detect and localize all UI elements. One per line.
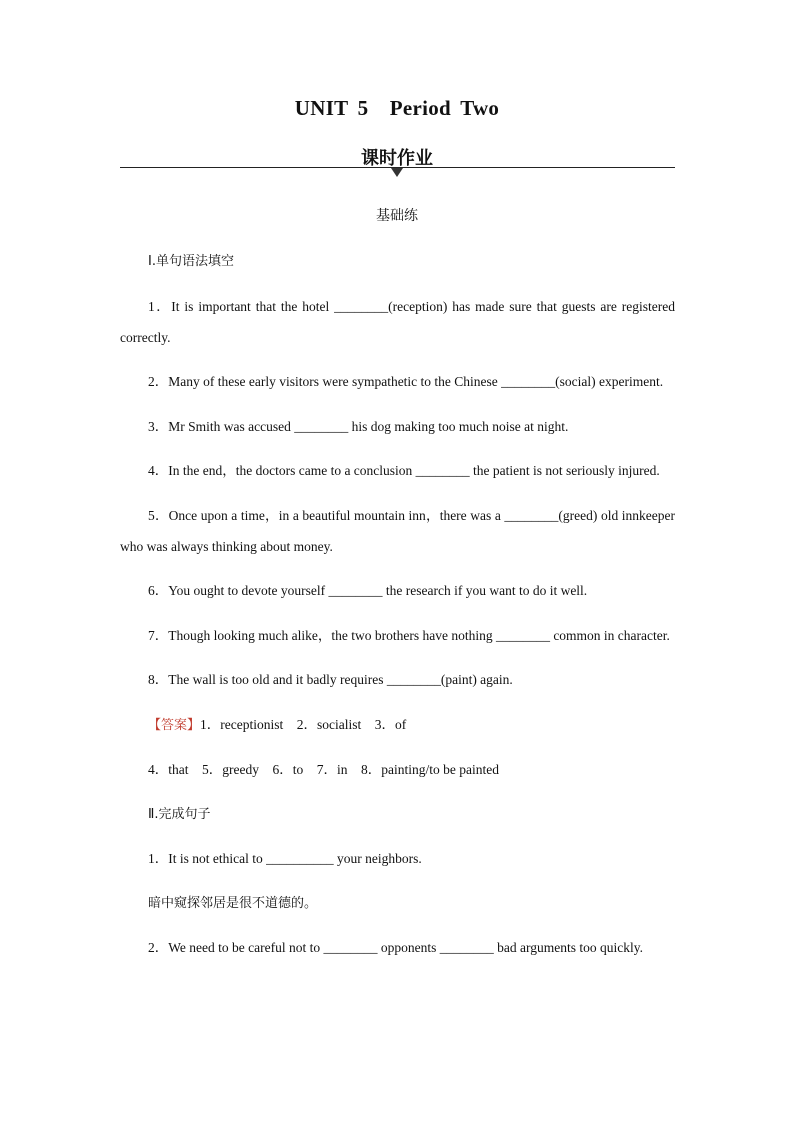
page-title: UNIT 5 Period Two	[294, 96, 500, 120]
answer-tag: 【答案】	[148, 717, 201, 733]
question-item: 5．Once upon a time，in a beautiful mountain inn，there was a ________(greed) old innkeeper who was always thinking about money.	[120, 507, 675, 554]
question-item: 4．In the end，the doctors came to a conclusion ________ the patient is not seriously injured.	[148, 463, 660, 478]
question-translation: 暗中窥探邻居是很不道德的。	[148, 895, 318, 911]
part2-heading: Ⅱ.完成句子	[148, 806, 211, 822]
document-body	[120, 246, 675, 977]
page-subtitle: 课时作业	[361, 148, 433, 169]
answer-line: 4．that 5．greedy 6．to 7．in 8．painting/to be painted	[148, 762, 499, 777]
answer-line	[120, 709, 675, 741]
question-item: 6．You ought to devote yourself ________ the research if you want to do it well.	[148, 583, 588, 598]
question-item: 7．Though looking much alike，the two brothers have nothing ________ common in character.	[148, 627, 670, 643]
question-item: 8．The wall is too old and it badly requires ________(paint) again.	[148, 672, 513, 687]
section-label: 基础练	[376, 208, 418, 224]
question-item: 2．We need to be careful not to ________ opponents ________ bad arguments too quickly.	[148, 940, 643, 955]
question-item: 1．It is important that the hotel ________(reception) has made sure that guests are registered correctly.	[120, 298, 675, 345]
part1-heading: Ⅰ.单句语法填空	[148, 254, 234, 269]
divider-arrow-icon	[391, 168, 403, 177]
question-item: 2．Many of these early visitors were sympathetic to the Chinese ________(social) experiment.	[148, 374, 664, 389]
question-item: 3．Mr Smith was accused ________ his dog making too much noise at night.	[148, 418, 569, 434]
answer-text: 1．receptionist 2．socialist 3．of	[200, 716, 407, 732]
question-item: 1．It is not ethical to __________ your neighbors.	[148, 851, 422, 866]
